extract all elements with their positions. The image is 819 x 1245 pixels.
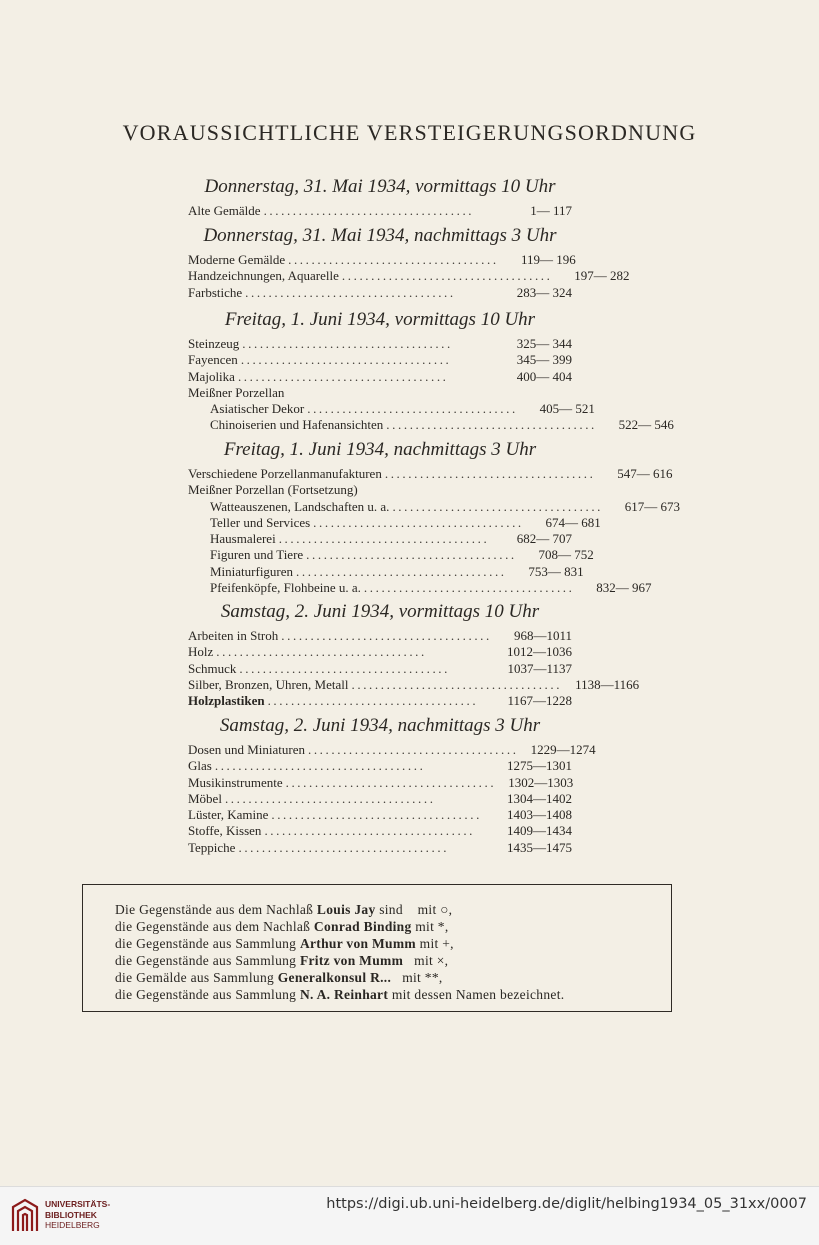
lot-row: Dosen und Miniaturen .................................... 1229—1274 (188, 742, 596, 757)
lot-row: Handzeichnungen, Aquarelle .................................... 197— 282 (188, 268, 630, 284)
lot-row: Watteauszenen, Landschaften u. a. .................................... 617— 673 (210, 498, 681, 514)
provenance-notice-box (82, 884, 672, 1012)
page-heading: VORAUSSICHTLICHE VERSTEIGERUNGSORDNUNG (122, 120, 697, 145)
lot-row: Asiatischer Dekor .................................... 405— 521 (210, 401, 595, 417)
lot-row: Majolika .................................... 400— 404 (188, 368, 572, 384)
session-block (188, 438, 681, 596)
notice-line: Die Gegenstände aus dem Nachlaß Louis Jay sind mit ○, (115, 902, 453, 917)
lot-row: Holzplastiken .................................... 1167—1228 (188, 693, 572, 709)
university-library-logo-icon (10, 1197, 40, 1235)
session-block (188, 224, 630, 301)
lot-row: Chinoiserien und Hafenansichten .................................... 522— 546 (210, 417, 674, 433)
lot-row: Pfeifenköpfe, Flohbeine u. a. .................................... 832— 967 (210, 580, 652, 596)
session-block (188, 714, 596, 856)
lot-row: Miniaturfiguren .................................... 753— 831 (210, 563, 584, 579)
lot-row: Möbel .................................... 1304—1402 (188, 790, 572, 806)
lot-row: Holz .................................... 1012—1036 (188, 644, 572, 660)
session-title: Donnerstag, 31. Mai 1934, nachmittags 3 Uhr (203, 225, 557, 246)
lot-row: Musikinstrumente .................................... 1302—1303 (188, 774, 574, 790)
lot-row: Verschiedene Porzellanmanufakturen .................................... 547— 616 (188, 466, 673, 481)
notice-line: die Gegenstände aus Sammlung Fritz von Mumm mit ×, (115, 953, 449, 968)
viewer-footer (0, 1186, 819, 1245)
session-title: Freitag, 1. Juni 1934, nachmittags 3 Uhr (223, 439, 537, 460)
session-title: Samstag, 2. Juni 1934, vormittags 10 Uhr (220, 601, 540, 622)
lot-row: Farbstiche .................................... 283— 324 (188, 284, 572, 300)
session-block (188, 600, 640, 709)
lot-row: Hausmalerei .................................... 682— 707 (210, 531, 572, 547)
lot-row: Steinzeug .................................... 325— 344 (188, 336, 572, 351)
lot-group-heading: Meißner Porzellan (188, 384, 285, 400)
notice-line: die Gemälde aus Sammlung Generalkonsul R... mit **, (115, 970, 443, 985)
lot-row: Stoffe, Kissen .................................... 1409—1434 (188, 823, 572, 839)
notice-line: die Gegenstände aus dem Nachlaß Conrad Binding mit *, (115, 919, 449, 934)
permalink-url[interactable]: https://digi.ub.uni-heidelberg.de/diglit/helbing1934_05_31xx/0007 (326, 1196, 807, 1212)
session-block (188, 175, 572, 219)
lot-row: Schmuck .................................... 1037—1137 (188, 660, 572, 676)
lot-row: Lüster, Kamine .................................... 1403—1408 (188, 807, 572, 823)
lot-row: Figuren und Tiere .................................... 708— 752 (210, 547, 594, 563)
notice-line: die Gegenstände aus Sammlung Arthur von Mumm mit +, (115, 936, 454, 951)
session-title: Samstag, 2. Juni 1934, nachmittags 3 Uhr (219, 715, 541, 736)
lot-row: Moderne Gemälde .................................... 119— 196 (188, 252, 576, 267)
lot-row: Glas .................................... 1275—1301 (188, 758, 572, 774)
lot-row: Teppiche .................................... 1435—1475 (188, 839, 572, 855)
lot-row: Alte Gemälde .................................... 1— 117 (188, 203, 572, 218)
lot-row: Teller und Services .................................... 674— 681 (210, 514, 601, 530)
lot-row: Fayencen .................................... 345— 399 (188, 352, 572, 368)
session-title: Freitag, 1. Juni 1934, vormittags 10 Uhr (224, 309, 536, 330)
lot-row: Arbeiten in Stroh .................................... 968—1011 (188, 628, 572, 643)
session-title: Donnerstag, 31. Mai 1934, vormittags 10 Uhr (204, 176, 556, 197)
lot-group-heading: Meißner Porzellan (Fortsetzung) (188, 482, 358, 498)
lot-row: Silber, Bronzen, Uhren, Metall .................................... 1138—1166 (188, 676, 640, 692)
notice-line: die Gegenstände aus Sammlung N. A. Reinhart mit dessen Namen bezeichnet. (115, 987, 565, 1002)
session-block (188, 308, 674, 434)
library-name: UNIVERSITÄTS- BIBLIOTHEK HEIDELBERG (45, 1199, 111, 1230)
